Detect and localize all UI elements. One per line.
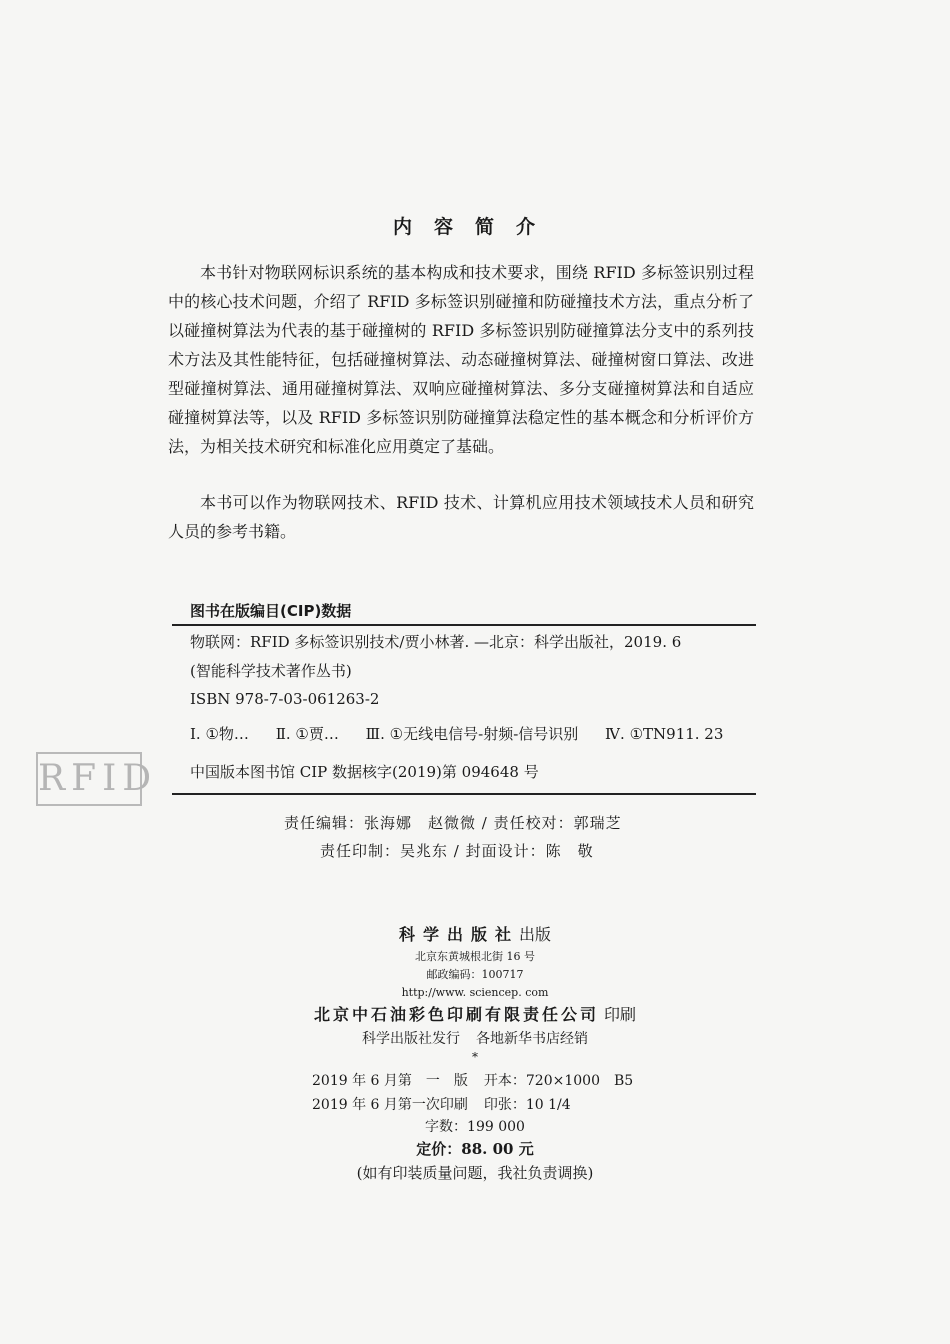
cip-heading: 图书在版编目(CIP)数据 [190,602,352,620]
price: 定价：88. 00 元 [416,1140,534,1158]
printer-name: 北京中石油彩色印刷有限责任公司 [313,1005,599,1024]
rfid-stamp: RFID [36,752,142,806]
cip-class-2: Ⅱ. ①贾… [275,725,339,743]
intro-paragraph-2: 本书可以作为物联网技术、RFID 技术、计算机应用技术领域技术人员和研究人员的参考书籍。 [168,493,754,541]
cip-top-rule [172,624,756,626]
printer-suffix: 印刷 [604,1005,637,1024]
intro-paragraph-1: 本书针对物联网标识系统的基本构成和技术要求，围绕 RFID 多标签识别过程中的核心技术问题，介绍了 RFID 多标签识别碰撞和防碰撞技术方法，重点分析了以碰撞树算法为代表的基于碰撞树的 RFID 多标签识别防碰撞算法分支中的系列技术方法及其性能特征，包括碰撞树算法、动态碰撞树算法、碰撞树窗口算法、改进型碰撞树算法、通用碰撞树算法、双响应碰撞树算法、多分支碰撞树算法和自适应碰撞树算法等，以及 RFID 多标签识别防碰撞算法稳定性的基本概念和分析评价方法，为相关技术研究和标准化应用奠定了基础。 [168,263,754,456]
cip-class-4: Ⅳ. ①TN911. 23 [605,725,724,743]
printer-line [0,1002,950,1025]
print-sheets: 印张：10 1/4 [483,1097,571,1113]
publisher-suffix: 出版 [519,925,552,944]
quality-note: (如有印装质量问题，我社负责调换) [356,1164,594,1182]
distributor: 科学出版社发行 [362,1031,460,1047]
printing-date: 2019 年 6 月第一次印刷 [312,1097,468,1113]
credits-editors: 责任编辑：张海娜 赵微微 / 责任校对：郭瑞芝 [284,814,622,832]
publisher-zip: 邮政编码：100717 [426,968,524,981]
distribution-line [0,1028,950,1048]
cip-title-line: 物联网：RFID 多标签识别技术/贾小林著. —北京：科学出版社，2019. 6 [190,633,682,651]
publisher-address: 北京东黄城根北街 16 号 [415,950,535,963]
edition-line [312,1070,633,1090]
page-title: 内容简介 [392,216,557,238]
cip-series-line: (智能科学技术著作丛书) [190,662,352,680]
cip-class-1: Ⅰ. ①物… [190,725,249,743]
cip-isbn: ISBN 978-7-03-061263-2 [190,690,380,708]
credits-production: 责任印制：吴兆东 / 封面设计：陈 敬 [320,842,594,860]
publisher-url: http://www. sciencep. com [401,986,549,999]
book-format: 开本：720×1000 B5 [483,1073,634,1089]
word-count: 字数：199 000 [425,1119,525,1135]
edition-date: 2019 年 6 月第 一 版 [312,1073,468,1089]
cip-classification [190,723,745,744]
separator-star: * [472,1050,478,1064]
cip-record-number: 中国版本图书馆 CIP 数据核字(2019)第 094648 号 [190,763,539,781]
publisher-line [0,922,950,945]
printing-line [312,1094,571,1114]
cip-class-3: Ⅲ. ①无线电信号-射频-信号识别 [365,725,579,743]
seller: 各地新华书店经销 [476,1031,588,1047]
publisher-name: 科学出版社 [398,925,519,944]
cip-bottom-rule [172,793,756,795]
